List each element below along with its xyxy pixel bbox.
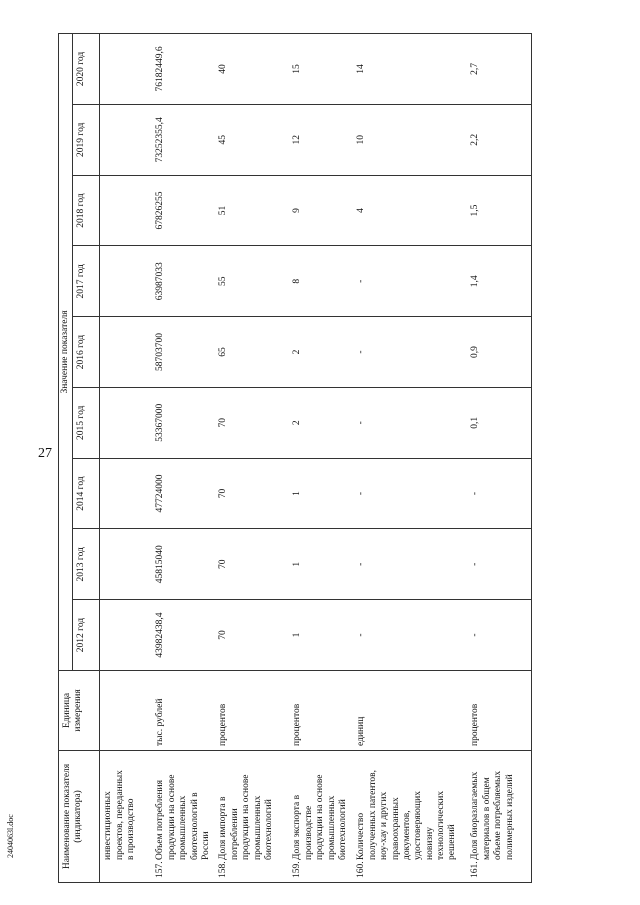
indicator-table (58, 33, 532, 883)
row-value: - (353, 246, 467, 317)
row-value: 45815040 (152, 529, 215, 600)
row-value: 51 (215, 175, 289, 246)
row-value: 1 (289, 529, 353, 600)
row-value: - (353, 529, 467, 600)
page-number: 27 (38, 446, 52, 461)
row-value: 65 (215, 317, 289, 388)
row-value (100, 458, 153, 529)
row-value: 67826255 (152, 175, 215, 246)
row-value: - (353, 317, 467, 388)
row-name-cell (152, 750, 215, 882)
row-value: 14 (353, 34, 467, 105)
row-index: 158. (218, 861, 229, 878)
row-value: - (353, 600, 467, 671)
row-value: 73252355,4 (152, 104, 215, 175)
row-name: Доля биоразлагаемых материалов в общем объеме потребляемых полимерных изделий (470, 770, 515, 860)
row-name: инвестиционных проектов, переданных в производство (103, 770, 137, 860)
row-value: 4 (353, 175, 467, 246)
row-value: 15 (289, 34, 353, 105)
row-value: 0,1 (467, 387, 532, 458)
footer-filename: 2404063l.doc (6, 814, 15, 858)
row-name-cell (289, 750, 353, 882)
row-name-cell (100, 750, 153, 882)
row-value: 1 (289, 458, 353, 529)
table-row (152, 34, 215, 883)
table-row (215, 34, 289, 883)
header-year: 2020 год (73, 34, 100, 105)
row-value: 10 (353, 104, 467, 175)
table-row (100, 34, 153, 883)
table-row (289, 34, 353, 883)
row-index: 157. (155, 861, 166, 878)
row-value: 47724000 (152, 458, 215, 529)
row-name: Объем потребления продукции на основе промышленных биотехнологий в России (155, 774, 211, 860)
row-name: Количество полученных патентов, ноу-хау и других правоохранных документов, удостоверяющих новизну технологических решений (356, 769, 458, 860)
header-unit: Единица измерения (59, 670, 100, 750)
table-header (59, 34, 100, 883)
row-unit: процентов (289, 670, 353, 750)
row-value: 1 (289, 600, 353, 671)
row-value: 40 (215, 34, 289, 105)
row-value: 1,5 (467, 175, 532, 246)
header-year: 2015 год (73, 387, 100, 458)
row-value: - (353, 387, 467, 458)
row-value: 8 (289, 246, 353, 317)
row-value (100, 175, 153, 246)
row-value (100, 246, 153, 317)
row-unit: процентов (467, 670, 532, 750)
row-value: 58703700 (152, 317, 215, 388)
row-value: 1,4 (467, 246, 532, 317)
header-name: Наименование показателя (индикатора) (59, 750, 100, 882)
row-value: - (467, 458, 532, 529)
row-value: - (353, 458, 467, 529)
row-index: 161. (470, 861, 481, 878)
header-year: 2018 год (73, 175, 100, 246)
row-value: 0,9 (467, 317, 532, 388)
row-name: Доля экспорта в производстве продукции на основе промышленных биотехнологий (292, 774, 348, 860)
row-value: 45 (215, 104, 289, 175)
row-unit: единиц (353, 670, 467, 750)
row-value: 2,7 (467, 34, 532, 105)
row-value: - (467, 529, 532, 600)
row-value: 70 (215, 600, 289, 671)
table-row (467, 34, 532, 883)
row-value: 2 (289, 317, 353, 388)
header-year: 2019 год (73, 104, 100, 175)
row-value: 70 (215, 387, 289, 458)
table-body (100, 34, 532, 883)
header-values-group: Значение показателя (59, 34, 73, 671)
row-name-cell (353, 750, 467, 882)
row-value (100, 317, 153, 388)
row-value: 43982438,4 (152, 600, 215, 671)
row-name: Доля импорта в потреблении продукции на основе промышленных биотехнологий (218, 774, 274, 860)
row-value: 70 (215, 529, 289, 600)
row-name-cell (467, 750, 532, 882)
row-value: 63987033 (152, 246, 215, 317)
header-year: 2012 год (73, 600, 100, 671)
header-year: 2016 год (73, 317, 100, 388)
row-value: 2 (289, 387, 353, 458)
row-value (100, 600, 153, 671)
row-name-cell (215, 750, 289, 882)
row-value (100, 387, 153, 458)
row-unit: процентов (215, 670, 289, 750)
header-year: 2014 год (73, 458, 100, 529)
row-value (100, 529, 153, 600)
row-value: 12 (289, 104, 353, 175)
header-year: 2013 год (73, 529, 100, 600)
row-index: 160. (356, 861, 367, 878)
row-unit (100, 670, 153, 750)
row-value (100, 104, 153, 175)
table-row (353, 34, 467, 883)
row-value: 55 (215, 246, 289, 317)
row-value: 53367000 (152, 387, 215, 458)
row-value: 70 (215, 458, 289, 529)
row-value (100, 34, 153, 105)
row-value: 9 (289, 175, 353, 246)
row-index: 159. (292, 861, 303, 878)
row-value: 2,2 (467, 104, 532, 175)
row-unit: тыс. рублей (152, 670, 215, 750)
header-year: 2017 год (73, 246, 100, 317)
row-value: - (467, 600, 532, 671)
row-value: 76182449,6 (152, 34, 215, 105)
rotated-table-container (58, 33, 588, 883)
